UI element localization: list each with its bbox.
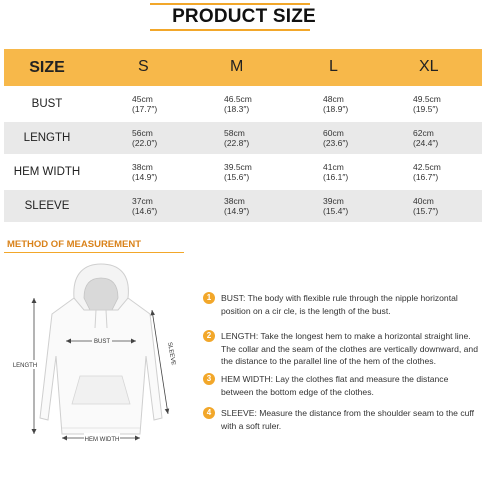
page-title: PRODUCT SIZE [172,6,316,27]
fig-label-length: LENGTH [12,363,38,369]
fig-label-bust: BUST [93,339,111,345]
row-label: SLEEVE [24,199,70,212]
size-l: L [329,58,338,75]
table-cell: 62cm (24.4″) [413,127,439,148]
table-cell: 39.5cm (15.6″) [224,161,252,182]
method-text: SLEEVE: Measure the distance from the shoulder seam to the cuff with a soft ruler. [221,408,475,431]
step-number: 1 [203,292,215,304]
row-label: LENGTH [23,131,71,144]
table-cell: 42.5cm (16.7″) [413,161,441,182]
fig-label-sleeve: SLEEVE [166,341,176,366]
step-number: 3 [203,373,215,385]
table-row [4,88,482,121]
row-label: BUST [31,97,63,110]
size-table [4,49,482,222]
title-rule-bottom [150,29,310,31]
size-header-label: SIZE [29,58,65,76]
table-row [4,156,482,189]
method-heading-bar [4,238,184,253]
step-number: 2 [203,330,215,342]
size-xl: XL [419,58,439,75]
table-cell: 38cm (14.9″) [224,195,250,216]
hoodie-illustration [0,258,200,477]
step-number: 4 [203,407,215,419]
hoodie-measurement-figure [0,258,200,477]
table-cell: 45cm (17.7″) [132,93,158,114]
table-cell: 39cm (15.4″) [323,195,349,216]
table-cell: 48cm (18.9″) [323,93,349,114]
size-s: S [138,58,149,75]
table-row [4,122,482,155]
title-rule-top [150,3,310,5]
size-table-header [4,49,482,86]
table-cell: 49.5cm (19.5″) [413,93,441,114]
method-heading: METHOD OF MEASUREMENT [7,239,142,250]
table-cell: 41cm (16.1″) [323,161,349,182]
table-row [4,190,482,223]
title-block [0,0,488,38]
table-cell: 37cm (14.6″) [132,195,158,216]
table-cell: 38cm (14.9″) [132,161,158,182]
table-cell: 56cm (22.0″) [132,127,158,148]
row-label: HEM WIDTH [13,165,81,178]
method-text: BUST: The body with flexible rule through the nipple horizontal position on a cir cle, is the length of the bust. [221,293,458,316]
method-text: HEM WIDTH: Lay the clothes flat and measure the distance between the bottom edge of the clothes. [221,374,449,397]
method-text: LENGTH: Take the longest hem to make a horizontal straight line. The collar and the seam of the clothes are vertically downward, and the distance to the parallel line of the hem of the clothes. [221,331,478,366]
table-cell: 58cm (22.8″) [224,127,250,148]
table-cell: 46.5cm (18.3″) [224,93,252,114]
table-cell: 60cm (23.6″) [323,127,349,148]
size-m: M [230,58,244,75]
fig-label-hem: HEM WIDTH [84,437,120,443]
table-cell: 40cm (15.7″) [413,195,439,216]
